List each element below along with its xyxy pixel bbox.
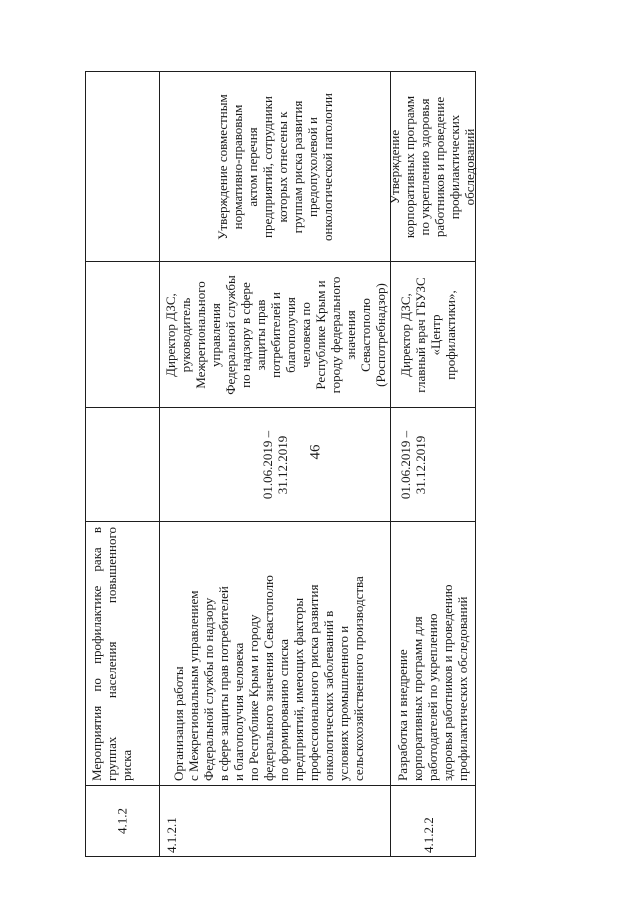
- event-line: и благополучия человека: [231, 642, 246, 781]
- result-line: по укреплению здоровья: [417, 98, 432, 236]
- row-code: 4.1.2.1: [164, 817, 179, 853]
- event-line: онкологических заболеваний в: [321, 610, 336, 781]
- responsible-line: Директор ДЗС,: [163, 293, 178, 377]
- result-line: работников и проведение: [432, 96, 447, 238]
- result-line: группам риска развития: [290, 100, 305, 234]
- col-divider-deadline: [85, 407, 476, 408]
- event-line: Федеральной службы по надзору: [201, 597, 216, 781]
- row-event: [395, 525, 470, 781]
- responsible-line: главный врач ГБУЗС: [413, 277, 428, 393]
- result-line: актом перечня: [245, 127, 260, 207]
- responsible-line: защиты прав: [253, 299, 268, 371]
- event-line: предприятий, имеющих факторы: [291, 597, 306, 781]
- responsible-line: Федеральной службы: [223, 275, 238, 395]
- result-line: обследований: [462, 128, 477, 206]
- responsible-line: благополучия: [283, 297, 298, 373]
- event-line: Разработка и внедрение: [395, 649, 410, 781]
- row-event: [171, 525, 366, 781]
- event-line: риска: [119, 749, 134, 781]
- result-line: предприятий, сотрудники: [260, 96, 275, 238]
- deadline-line: 01.06.2019 –: [260, 430, 275, 500]
- event-line: здоровья работников и проведению: [440, 584, 455, 781]
- result-line: корпоративных программ: [402, 95, 417, 239]
- responsible-line: (Роспотребнадзор): [373, 283, 388, 387]
- row-deadline: [260, 410, 290, 520]
- deadline-line: 31.12.2019: [275, 435, 290, 495]
- event-line: условиях промышленного и: [336, 625, 351, 781]
- page-number: 46: [307, 444, 324, 460]
- table-border-top: [85, 72, 86, 857]
- event-line: с Межрегиональным управлением: [186, 590, 201, 781]
- row-event-header: [89, 527, 134, 781]
- event-line: Организация работы: [171, 666, 186, 781]
- event-line: Мероприятия по профилактике рака в: [89, 527, 104, 781]
- event-line: группах населения повышенного: [104, 527, 119, 781]
- col-divider-event: [85, 521, 476, 522]
- responsible-line: человека по: [298, 302, 313, 368]
- table-border-left: [85, 856, 476, 857]
- responsible-line: по надзору в сфере: [238, 282, 253, 388]
- event-line: корпоративных программ для: [410, 616, 425, 781]
- col-divider-responsible: [85, 261, 476, 262]
- event-line: профилактических обследований: [455, 596, 470, 781]
- row-code: 4.1.2.2: [421, 817, 436, 853]
- row-responsible: [163, 264, 388, 406]
- responsible-line: потребителей и: [268, 292, 283, 378]
- row-divider-1: [159, 72, 160, 857]
- row-code: 4.1.2: [114, 808, 130, 834]
- event-line: по формированию списка: [276, 638, 291, 781]
- event-line: работодателей по укреплению: [425, 613, 440, 781]
- responsible-line: управления: [208, 303, 223, 367]
- deadline-line: 31.12.2019: [413, 435, 428, 495]
- event-line: по Республике Крым и городу: [246, 614, 261, 781]
- row-result: [387, 74, 477, 260]
- row-deadline: [398, 410, 428, 520]
- table-border-right: [85, 71, 476, 72]
- event-line: в сфере защиты прав потребителей: [216, 586, 231, 781]
- result-line: нормативно-правовым: [230, 104, 245, 230]
- responsible-line: городу федерального: [328, 276, 343, 394]
- row-result: [215, 74, 335, 260]
- responsible-line: Директор ДЗС,: [398, 293, 413, 377]
- col-divider-code: [85, 785, 476, 786]
- activity-table: [85, 72, 475, 857]
- responsible-line: Республике Крым и: [313, 280, 328, 390]
- result-line: предопухолевой и: [305, 117, 320, 217]
- event-line: федерального значения Севастополю: [261, 575, 276, 781]
- result-line: Утверждение: [387, 129, 402, 205]
- result-line: онкологической патологии: [320, 93, 335, 241]
- row-responsible: [398, 264, 458, 406]
- responsible-line: «Центр: [428, 314, 443, 356]
- responsible-line: значения: [343, 310, 358, 360]
- responsible-line: профилактики»,: [443, 290, 458, 380]
- deadline-line: 01.06.2019 –: [398, 430, 413, 500]
- event-line: профессионального риска развития: [306, 584, 321, 781]
- responsible-line: Севастополю: [358, 298, 373, 372]
- result-line: Утверждение совместным: [215, 94, 230, 240]
- responsible-line: Межрегионального: [193, 281, 208, 389]
- responsible-line: руководитель: [178, 297, 193, 373]
- result-line: профилактических: [447, 114, 462, 220]
- event-line: сельскохозяйственного производства: [351, 576, 366, 781]
- result-line: которых отнесены к: [275, 111, 290, 223]
